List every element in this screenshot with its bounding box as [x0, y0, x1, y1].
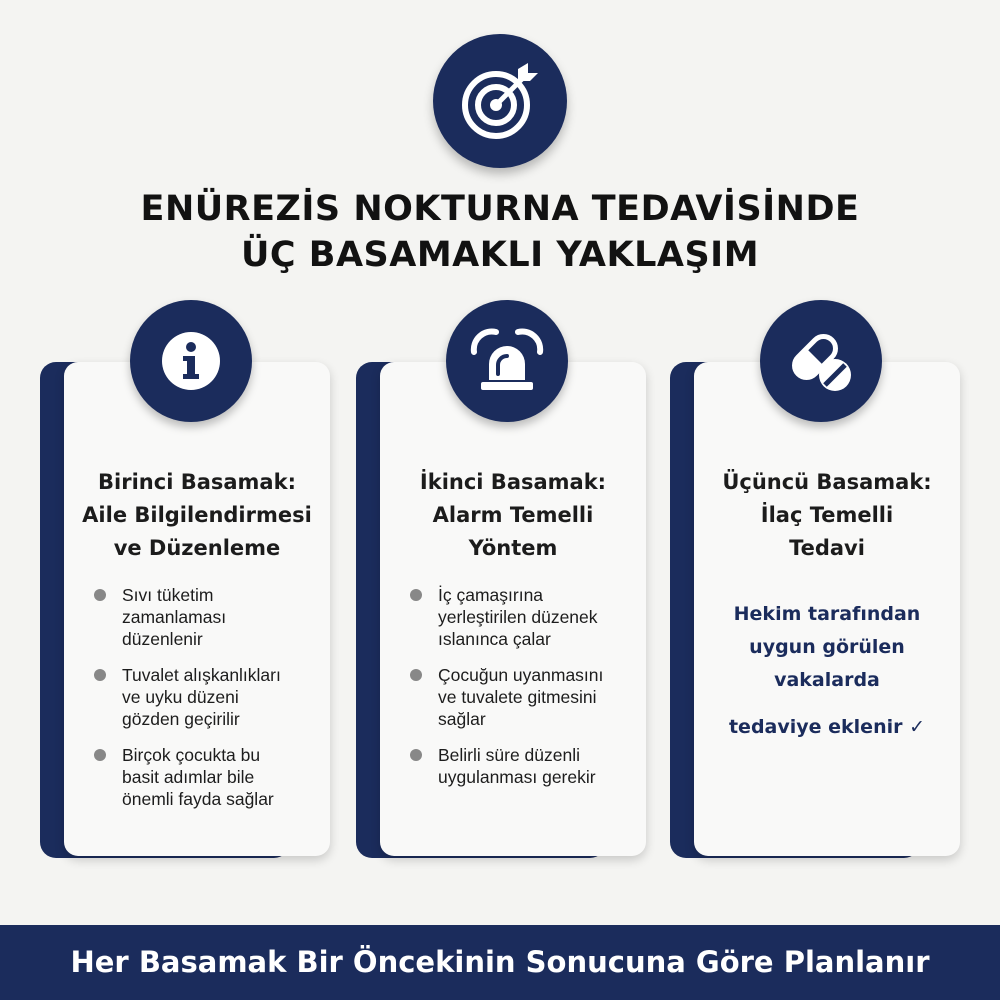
page-title-line-2: ÜÇ BASAMAKLI YAKLAŞIM [240, 235, 760, 275]
pill-icon-badge [760, 300, 882, 422]
list-item [92, 664, 328, 730]
alarm-icon [470, 328, 544, 394]
note-final-line: tedaviye eklenir ✓ [728, 716, 926, 738]
alarm-icon-badge [446, 300, 568, 422]
info-icon [158, 328, 224, 394]
bullet-list [92, 584, 328, 824]
bullet-line: Çocuğun uyanmasını [438, 665, 604, 685]
pill-icon [785, 325, 857, 397]
step-heading [694, 466, 960, 565]
bullet-line: ve tuvalete gitmesini [438, 687, 597, 707]
bullet-line: ıslanınca çalar [438, 629, 551, 649]
bullet-line: sağlar [438, 709, 486, 729]
list-item [408, 744, 644, 788]
bullet-dot-icon [410, 589, 422, 601]
target-icon-badge [433, 34, 567, 168]
step-heading-line: Yöntem [468, 536, 558, 560]
bullet-dot-icon [94, 749, 106, 761]
step-card-1 [40, 362, 330, 858]
list-item [92, 584, 328, 650]
bullet-line: düzenlenir [122, 629, 203, 649]
info-icon-badge [130, 300, 252, 422]
step-heading-line: İkinci Basamak: [419, 470, 607, 494]
step-heading [64, 466, 330, 565]
bullet-line: uygulanması gerekir [438, 767, 596, 787]
target-icon [458, 59, 542, 143]
bullet-line: Tuvalet alışkanlıkları [122, 665, 281, 685]
bullet-line: Birçok çocukta bu [122, 745, 261, 765]
step-heading-line: İlaç Temelli [760, 503, 894, 527]
page-title [0, 186, 1000, 278]
bullet-dot-icon [410, 749, 422, 761]
step-heading-line: Birinci Basamak: [98, 470, 296, 494]
bullet-line: İç çamaşırına [438, 585, 544, 605]
step-heading-line: Alarm Temelli [432, 503, 594, 527]
bullet-dot-icon [410, 669, 422, 681]
bullet-line: zamanlaması [122, 607, 227, 627]
step-heading [380, 466, 646, 565]
step-heading-line: ve Düzenleme [113, 536, 281, 560]
note-line: vakalarda [774, 669, 880, 691]
step-note [694, 598, 960, 744]
note-line: uygun görülen [749, 636, 905, 658]
step-heading-line: Üçüncü Basamak: [722, 470, 932, 494]
step-card-2 [356, 362, 646, 858]
step-card-3 [670, 362, 960, 858]
bullet-list [408, 584, 644, 802]
step-heading-line: Tedavi [789, 536, 865, 560]
bullet-line: önemli fayda sağlar [122, 789, 274, 809]
page-title-line-1: ENÜREZİS NOKTURNA TEDAVİSİNDE [140, 189, 860, 229]
list-item [408, 664, 644, 730]
list-item [408, 584, 644, 650]
bullet-line: gözden geçirilir [122, 709, 240, 729]
list-item [92, 744, 328, 810]
bullet-line: Sıvı tüketim [122, 585, 214, 605]
note-line: Hekim tarafından [733, 603, 921, 625]
bullet-line: basit adımlar bile [122, 767, 255, 787]
footer-banner: Her Basamak Bir Öncekinin Sonucuna Göre Planlanır [0, 925, 1000, 1000]
step-heading-line: Aile Bilgilendirmesi [82, 503, 312, 527]
bullet-line: ve uyku düzeni [122, 687, 239, 707]
bullet-dot-icon [94, 669, 106, 681]
bullet-line: Belirli süre düzenli [438, 745, 581, 765]
bullet-line: yerleştirilen düzenek [438, 607, 598, 627]
bullet-dot-icon [94, 589, 106, 601]
